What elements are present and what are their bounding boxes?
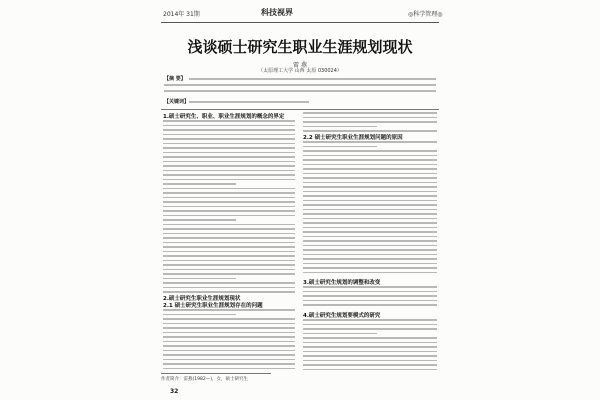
- section-heading-3: 3.硕士研究生规划的调整和改变: [303, 280, 381, 286]
- body-text-line: [163, 143, 295, 145]
- body-text-line: [163, 192, 295, 194]
- body-text-line: [163, 309, 295, 311]
- body-text-line: [163, 251, 295, 253]
- abstract-label: 【摘 要】: [164, 76, 186, 82]
- article-title: 浅谈硕士研究生职业生涯规划现状: [187, 38, 413, 56]
- body-text-line: [163, 345, 295, 347]
- body-text-line: [163, 206, 295, 208]
- body-text-line: [163, 156, 295, 158]
- body-text-line: [163, 282, 295, 284]
- body-text-line: [303, 150, 437, 152]
- body-text-line: [303, 155, 437, 157]
- body-text-line: [303, 177, 437, 179]
- body-text-line: [163, 287, 295, 289]
- body-text-line: [163, 210, 295, 212]
- body-text-line: [303, 342, 437, 344]
- body-text-line: [303, 117, 437, 119]
- body-text-line: [303, 159, 437, 161]
- body-text-line: [303, 200, 437, 202]
- body-text-line: [163, 336, 295, 338]
- journal-name: 科技视界: [261, 8, 293, 17]
- body-text-line: [163, 201, 295, 203]
- body-text-line: [303, 337, 437, 339]
- body-text-line: [303, 112, 437, 114]
- body-text-line: [303, 258, 437, 260]
- body-text-line: [303, 319, 437, 321]
- body-text-line: [303, 360, 437, 362]
- body-text-line: [303, 333, 377, 335]
- body-text-line: [163, 179, 295, 181]
- section-heading-2: 2.硕士研究生职业生涯规划现状: [163, 296, 241, 302]
- body-text-line: [163, 152, 295, 154]
- body-text-line: [303, 324, 437, 326]
- body-text-line: [163, 188, 295, 190]
- section-heading-4: 4.硕士研究生规划要模式的研究: [303, 313, 381, 319]
- subsection-heading-2-1: 2.1 硕士研究生职业生涯规划存在的问题: [163, 303, 263, 309]
- body-text-line: [163, 246, 295, 248]
- body-text-line: [303, 168, 437, 170]
- body-text-line: [303, 126, 377, 128]
- body-text-line: [163, 368, 295, 370]
- body-text-line: [303, 346, 437, 348]
- body-text-line: [163, 273, 295, 275]
- body-text-line: [163, 327, 295, 329]
- body-text-line: [303, 355, 437, 357]
- body-text-line: [303, 209, 437, 211]
- body-text-line: [163, 120, 295, 122]
- column-name: ◎科学管理◎: [408, 11, 443, 18]
- abstract-text-line: [189, 78, 436, 80]
- body-text-line: [303, 182, 437, 184]
- body-text-line: [163, 161, 295, 163]
- body-text-line: [303, 369, 437, 371]
- body-text-line: [303, 222, 437, 224]
- body-text-line: [163, 228, 295, 230]
- body-text-line: [303, 218, 437, 220]
- abstract-rule: [161, 109, 439, 110]
- abstract-text-line: [164, 84, 436, 86]
- body-text-line: [163, 269, 295, 271]
- author-footnote: 作者简介：雷燕(1982—)，女，硕士研究生: [161, 377, 248, 382]
- body-text-line: [303, 141, 437, 143]
- body-text-line: [163, 291, 295, 293]
- body-text-line: [303, 195, 437, 197]
- footnote-rule: [161, 373, 271, 374]
- page-number: 32: [170, 388, 179, 395]
- body-text-line: [303, 249, 437, 251]
- body-text-line: [303, 328, 437, 330]
- abstract-block: [161, 75, 439, 105]
- body-text-line: [163, 237, 295, 239]
- body-text-line: [303, 286, 437, 288]
- body-text-line: [303, 121, 437, 123]
- body-text-line: [303, 191, 437, 193]
- body-text-line: [163, 323, 295, 325]
- issue-info: 2014年 31期: [163, 11, 200, 18]
- body-text-line: [303, 291, 437, 293]
- body-text-line: [163, 147, 295, 149]
- body-text-line: [163, 170, 295, 172]
- body-text-line: [163, 359, 295, 361]
- keywords-text-line: [189, 101, 309, 103]
- body-text-line: [163, 242, 295, 244]
- body-text-line: [163, 260, 295, 262]
- body-text-line: [303, 173, 437, 175]
- abstract-text-line: [164, 90, 436, 92]
- section-heading-1: 1.硕士研究生、职业、职业生涯规划的概念的界定: [163, 114, 285, 120]
- article-author: 雷 燕: [293, 62, 307, 69]
- body-text-line: [163, 354, 295, 356]
- keywords-label: 【关键词】: [164, 99, 190, 105]
- body-text-line: [163, 183, 236, 185]
- body-text-line: [303, 364, 437, 366]
- body-text-line: [163, 264, 295, 266]
- body-text-line: [163, 219, 236, 221]
- body-text-line: [163, 174, 295, 176]
- body-text-line: [163, 138, 295, 140]
- body-text-line: [163, 332, 295, 334]
- body-text-line: [303, 236, 437, 238]
- body-text-line: [303, 186, 437, 188]
- body-text-line: [303, 272, 437, 274]
- body-text-line: [303, 213, 437, 215]
- body-text-line: [163, 125, 295, 127]
- body-text-line: [163, 350, 295, 352]
- body-text-line: [303, 204, 437, 206]
- author-affiliation: （太原理工大学 山西 太原 030024）: [258, 68, 342, 74]
- body-text-line: [163, 134, 295, 136]
- header-rule: [161, 22, 439, 23]
- body-text-line: [163, 314, 236, 316]
- body-text-line: [163, 129, 295, 131]
- body-text-line: [163, 363, 295, 365]
- body-text-line: [303, 351, 437, 353]
- body-text-line: [163, 165, 295, 167]
- body-text-line: [303, 146, 377, 148]
- body-text-line: [303, 304, 437, 306]
- body-text-line: [303, 267, 437, 269]
- body-text-line: [163, 278, 236, 280]
- body-text-line: [163, 341, 295, 343]
- body-text-line: [303, 263, 437, 265]
- body-text-line: [163, 233, 295, 235]
- body-text-line: [303, 240, 437, 242]
- body-text-line: [303, 300, 437, 302]
- subsection-heading-2-2: 2.2 硕士研究生职业生涯规划问题的原因: [303, 135, 403, 141]
- body-text-line: [303, 245, 437, 247]
- body-text-line: [303, 295, 437, 297]
- body-text-line: [163, 224, 295, 226]
- body-text-line: [303, 254, 437, 256]
- body-text-line: [163, 255, 295, 257]
- body-text-line: [303, 164, 437, 166]
- body-text-line: [303, 227, 437, 229]
- body-text-line: [163, 215, 295, 217]
- body-text-line: [303, 231, 437, 233]
- body-text-line: [303, 130, 437, 132]
- body-text-line: [163, 318, 295, 320]
- body-text-line: [163, 197, 295, 199]
